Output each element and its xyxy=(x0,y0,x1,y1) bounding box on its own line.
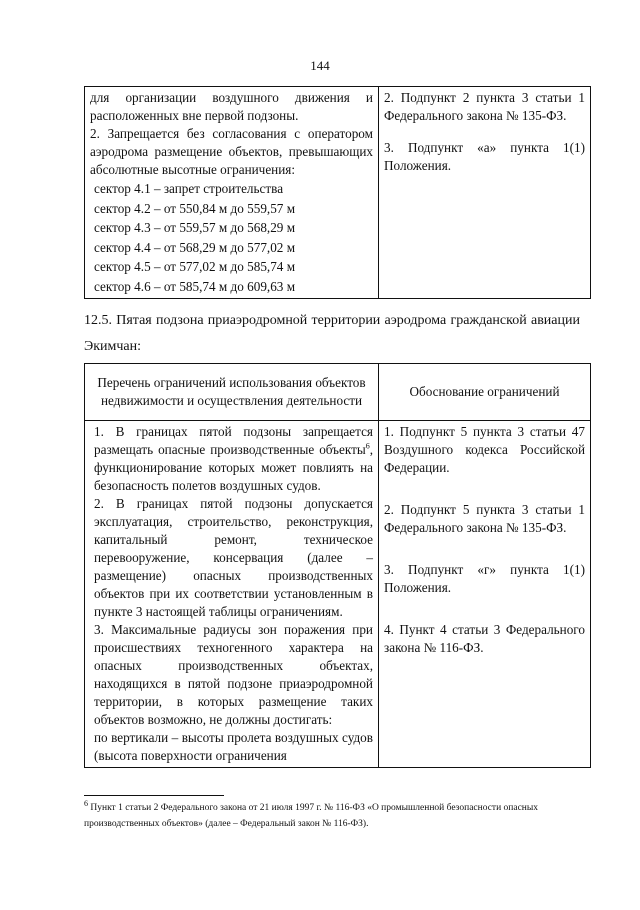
reference: 2. Подпункт 2 пункта 3 статьи 1 Федерального закона № 135-ФЗ. xyxy=(384,90,585,123)
reference: 4. Пункт 4 статьи 3 Федерального закона № 116-ФЗ. xyxy=(384,622,585,655)
footnote-mark: 6 xyxy=(365,441,370,451)
column-header: Перечень ограничений использования объектов недвижимости и осуществления деятельности xyxy=(85,364,379,421)
sector-list xyxy=(90,179,373,296)
table-header-row xyxy=(85,364,591,421)
list-item: сектор 4.3 – от 559,57 м до 568,29 м xyxy=(94,220,296,235)
list-item: сектор 4.4 – от 568,29 м до 577,02 м xyxy=(94,239,296,255)
footnote-mark: 6 xyxy=(84,798,88,808)
footnote-divider xyxy=(84,795,224,796)
footnote-text: Пункт 1 статьи 2 Федерального закона от 21 июля 1997 г. № 116-ФЗ «О промышленной безопасности опасных производственных объектов» (далее – Федеральный закон № 116-ФЗ). xyxy=(84,803,539,829)
paragraph: для организации воздушного движения и расположенных вне первой подзоны. xyxy=(90,90,373,123)
reference: 2. Подпункт 5 пункта 3 статьи 1 Федерального закона № 135-ФЗ. xyxy=(384,502,585,535)
restrictions-table xyxy=(84,363,591,768)
restrictions-cell xyxy=(85,87,379,299)
justification-cell xyxy=(379,87,591,299)
reference: 1. Подпункт 5 пункта 3 статьи 47 Воздушного кодекса Российской Федерации. xyxy=(384,424,585,475)
list-item: сектор 4.6 – от 585,74 м до 609,63 м xyxy=(94,278,296,294)
table-row xyxy=(85,87,591,299)
restriction-item: 2. В границах пятой подзоны допускается эксплуатация, строительство, реконструкция, капитальный ремонт, техническое перевооружение, консервация (далее – размещение) опасных производственных объектов при их соответствии установленным в пункте 3 настоящей таблицы ограничениям. xyxy=(94,496,373,619)
footnote xyxy=(84,800,580,832)
page-number: 144 xyxy=(310,58,330,73)
restriction-item: по вертикали – высоты пролета воздушных судов (высота поверхности ограничения xyxy=(94,730,373,763)
column-header: Обоснование ограничений xyxy=(379,364,591,421)
restriction-item: 3. Максимальные радиусы зон поражения при происшествиях техногенного характера на опасных производственных объектах, находящихся в пятой подзоне приаэродромной территории, в которых размещение таких объектов возможно, не должны достигать: xyxy=(94,622,373,727)
restrictions-cell xyxy=(85,421,379,768)
table-row xyxy=(85,421,591,768)
list-item: сектор 4.1 – запрет строительства xyxy=(94,181,284,196)
paragraph: 2. Запрещается без согласования с оператором аэродрома размещение объектов, превышающих абсолютные высотные ограничения: xyxy=(90,126,373,177)
reference: 3. Подпункт «а» пункта 1(1) Положения. xyxy=(384,140,585,173)
justification-cell xyxy=(379,421,591,768)
list-item: сектор 4.5 – от 577,02 м до 585,74 м xyxy=(94,259,296,274)
restriction-item: 1. В границах пятой подзоны запрещается размещать опасные производственные объекты$^6$, функционирование которых может повлиять на безопасность полетов воздушных судов. xyxy=(94,424,373,493)
list-item: сектор 4.2 – от 550,84 м до 559,57 м xyxy=(94,200,296,216)
section-heading: 12.5. Пятая подзона приаэродромной территории аэродрома гражданской авиации Экимчан: xyxy=(84,313,580,354)
reference: 3. Подпункт «г» пункта 1(1) Положения. xyxy=(384,562,585,595)
restrictions-table-continued xyxy=(84,86,591,299)
